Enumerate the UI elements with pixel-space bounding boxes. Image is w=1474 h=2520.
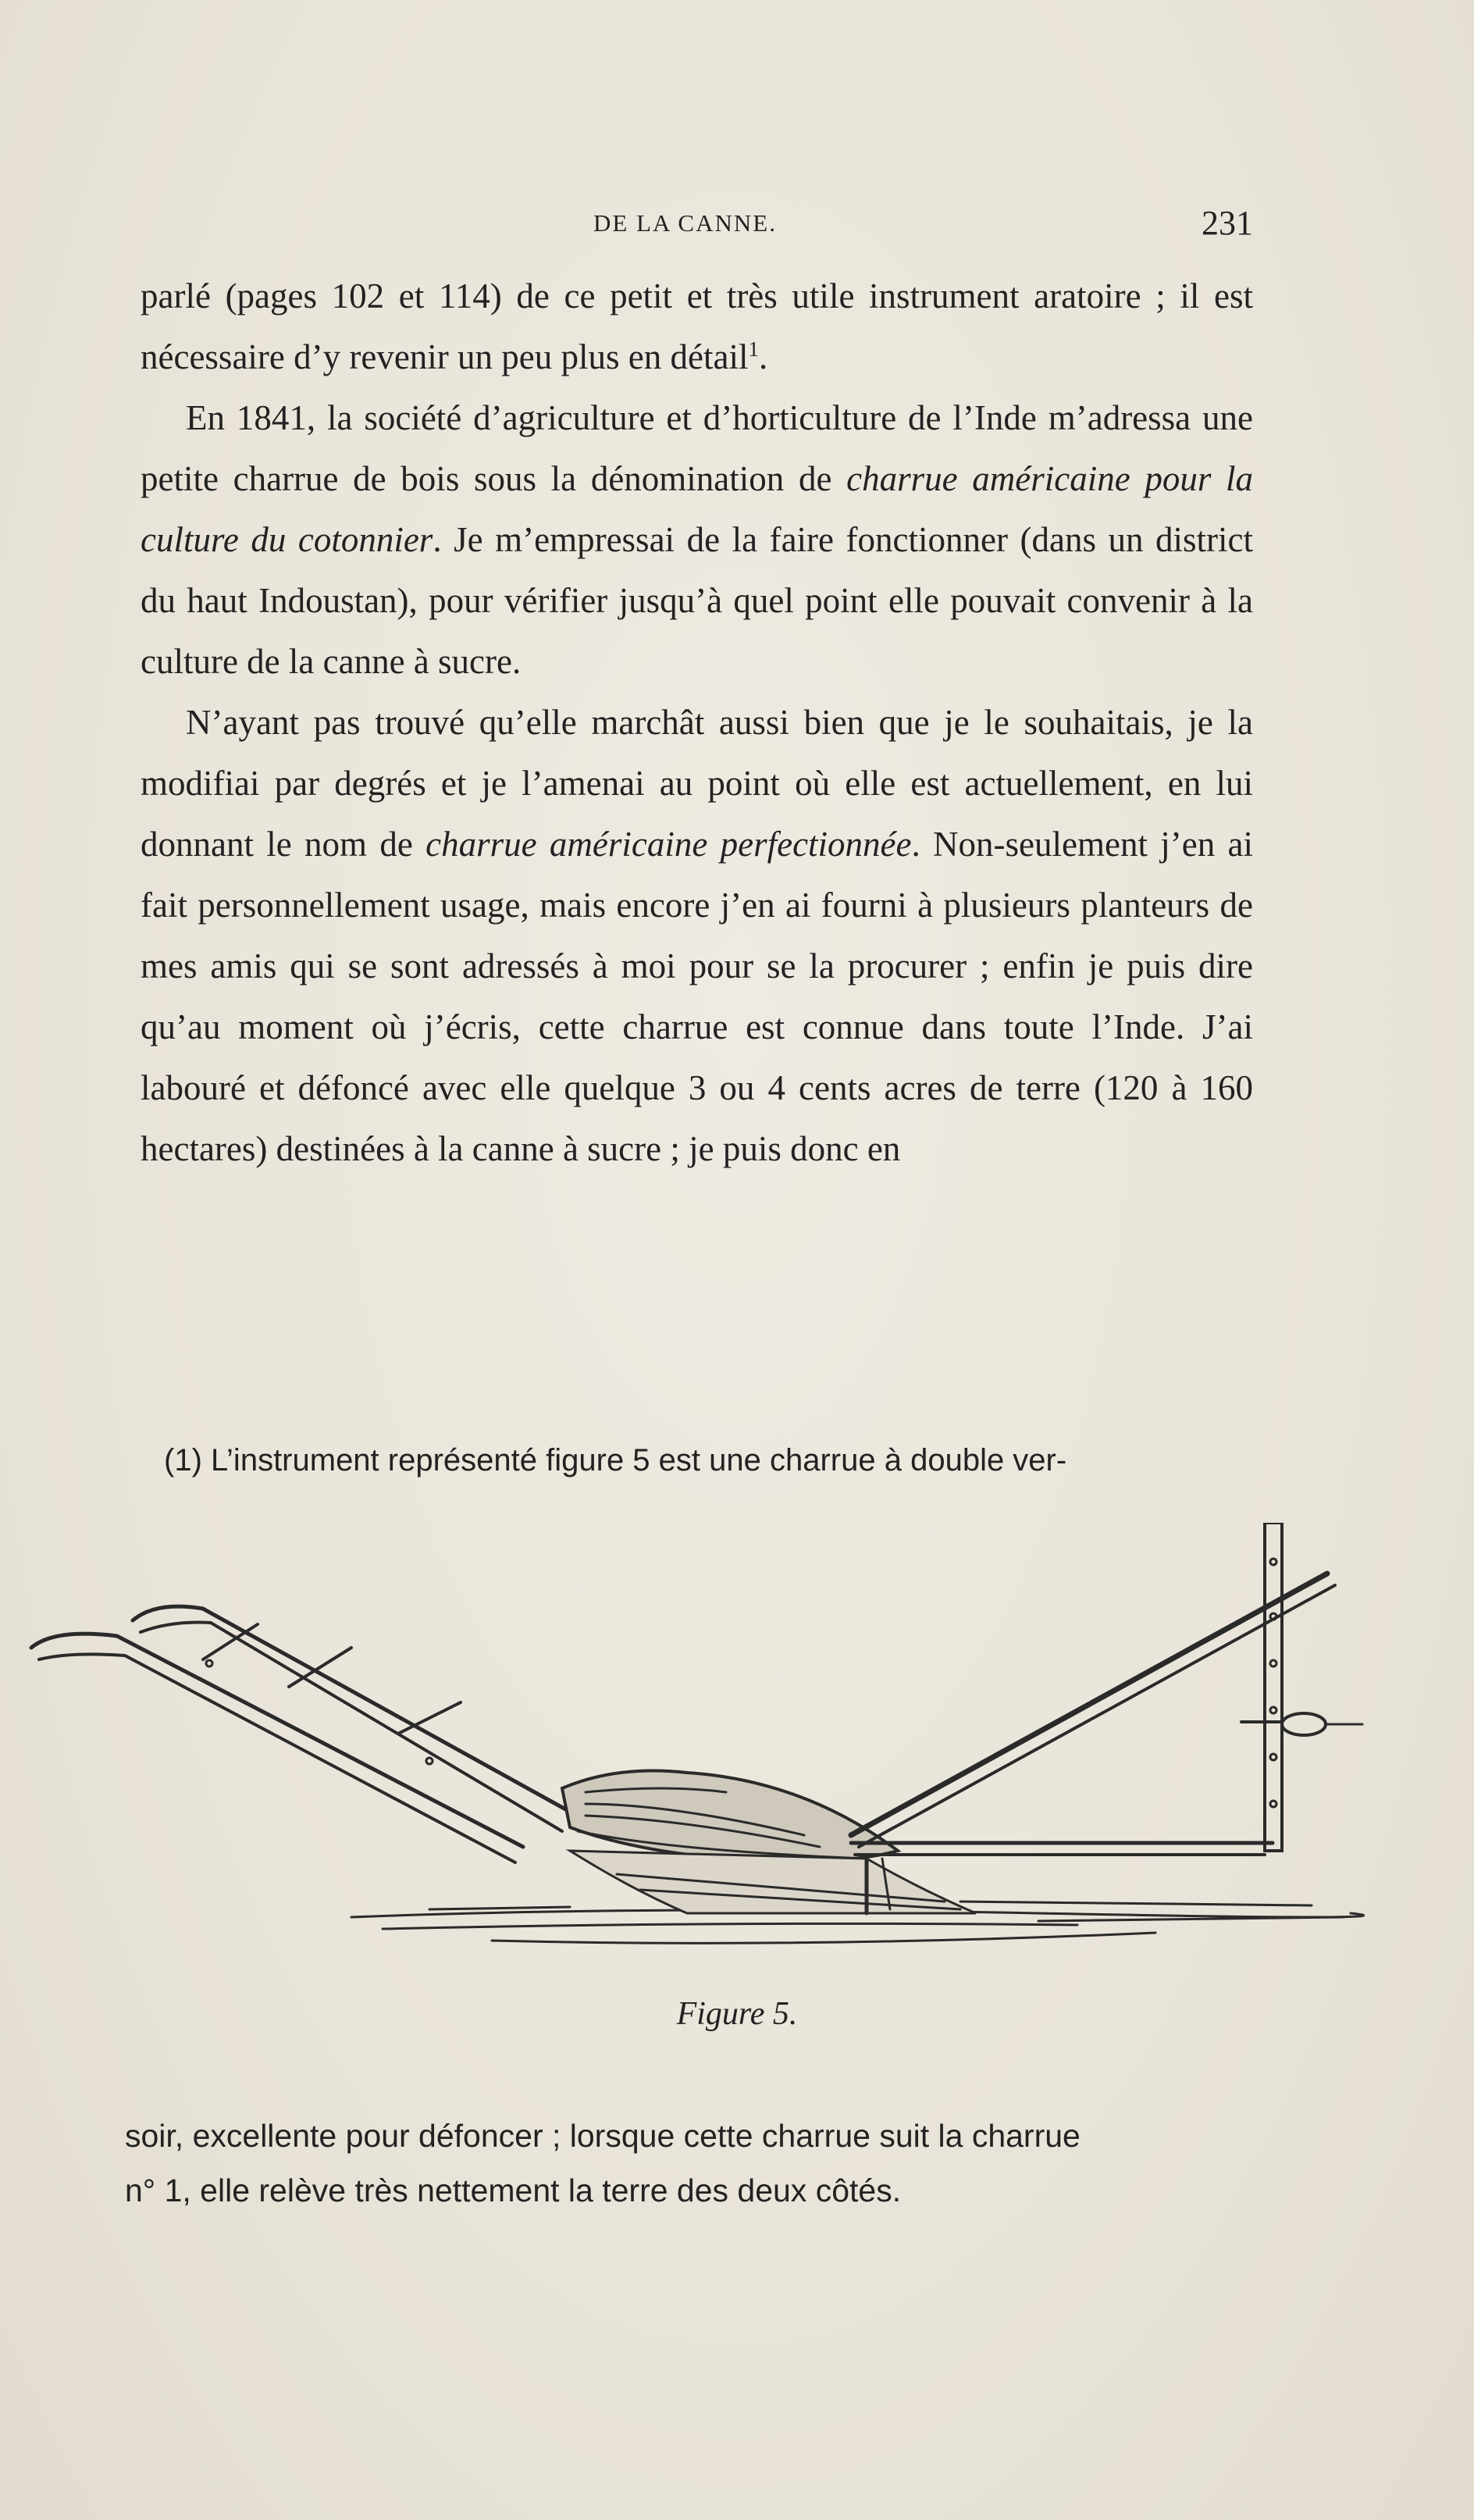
figure-caption: Figure 5.	[676, 1996, 798, 2032]
paragraph-2-text-after: . Je m’empressai de la faire fonctionner (dans un district du haut Indoustan), pour vérifier jusqu’à quel point elle pouvait convenir à la culture de la canne à sucre.	[141, 520, 1253, 681]
running-head: DE LA CANNE.	[593, 209, 777, 237]
paragraph-2-text-before: En 1841, la société d’agriculture et d’horticulture de l’Inde m’adressa une petite charrue de bois sous la dénomination de	[141, 398, 1253, 498]
page-number: 231	[1202, 204, 1253, 242]
continuation-line-1: soir, excellente pour défoncer ; lorsque cette charrue suit la charrue	[125, 2118, 1081, 2154]
plough-regulator	[1241, 1523, 1362, 1851]
footnote-continuation	[125, 2108, 1253, 2218]
paragraph-3	[141, 692, 1253, 1179]
plough-handles	[31, 1606, 570, 1862]
plough-illustration	[23, 1523, 1382, 1991]
footnote-reference: 1	[748, 337, 759, 361]
paragraph-2	[141, 387, 1253, 692]
footnote-text: L’instrument représenté figure 5 est une charrue à double ver-	[201, 1443, 1067, 1477]
paragraph-2-italic: charrue américaine pour la culture du cotonnier	[141, 459, 1254, 559]
plough-share	[570, 1851, 976, 1913]
paragraph-3-text-after: . Non-seulement j’en ai fait personnellement usage, mais encore j’en ai fourni à plusieurs planteurs de mes amis qui se sont adressés à moi pour se la procurer ; enfin je puis dire qu’au moment où j’écris, cette charrue est connue dans toute l’Inde. J’ai labouré et défoncé avec elle quelque 3 ou 4 cents acres de terre (120 à 160 hectares) destinées à la canne à sucre ; je puis donc en	[141, 825, 1253, 1168]
paragraph-1-end: .	[758, 337, 768, 376]
plough-beam	[851, 1574, 1335, 1855]
footnote-marker: (1)	[164, 1443, 202, 1477]
paragraph-3-text-before: N’ayant pas trouvé qu’elle marchât aussi bien que je le souhaitais, je la modifiai par degrés et je l’amenai au point où elle est actuellement, en lui donnant le nom de	[141, 703, 1253, 864]
continuation-line-2: n° 1, elle relève très nettement la terre des deux côtés.	[125, 2172, 902, 2208]
page-header	[141, 203, 1253, 250]
main-text	[141, 266, 1253, 1179]
footnote	[141, 1433, 1253, 1488]
paragraph-1	[141, 266, 1253, 387]
paragraph-1-text: parlé (pages 102 et 114) de ce petit et très utile instrument aratoire ; il est nécessaire d’y revenir un peu plus en détail	[141, 276, 1253, 376]
paragraph-3-italic: charrue américaine perfectionnée	[425, 825, 912, 864]
